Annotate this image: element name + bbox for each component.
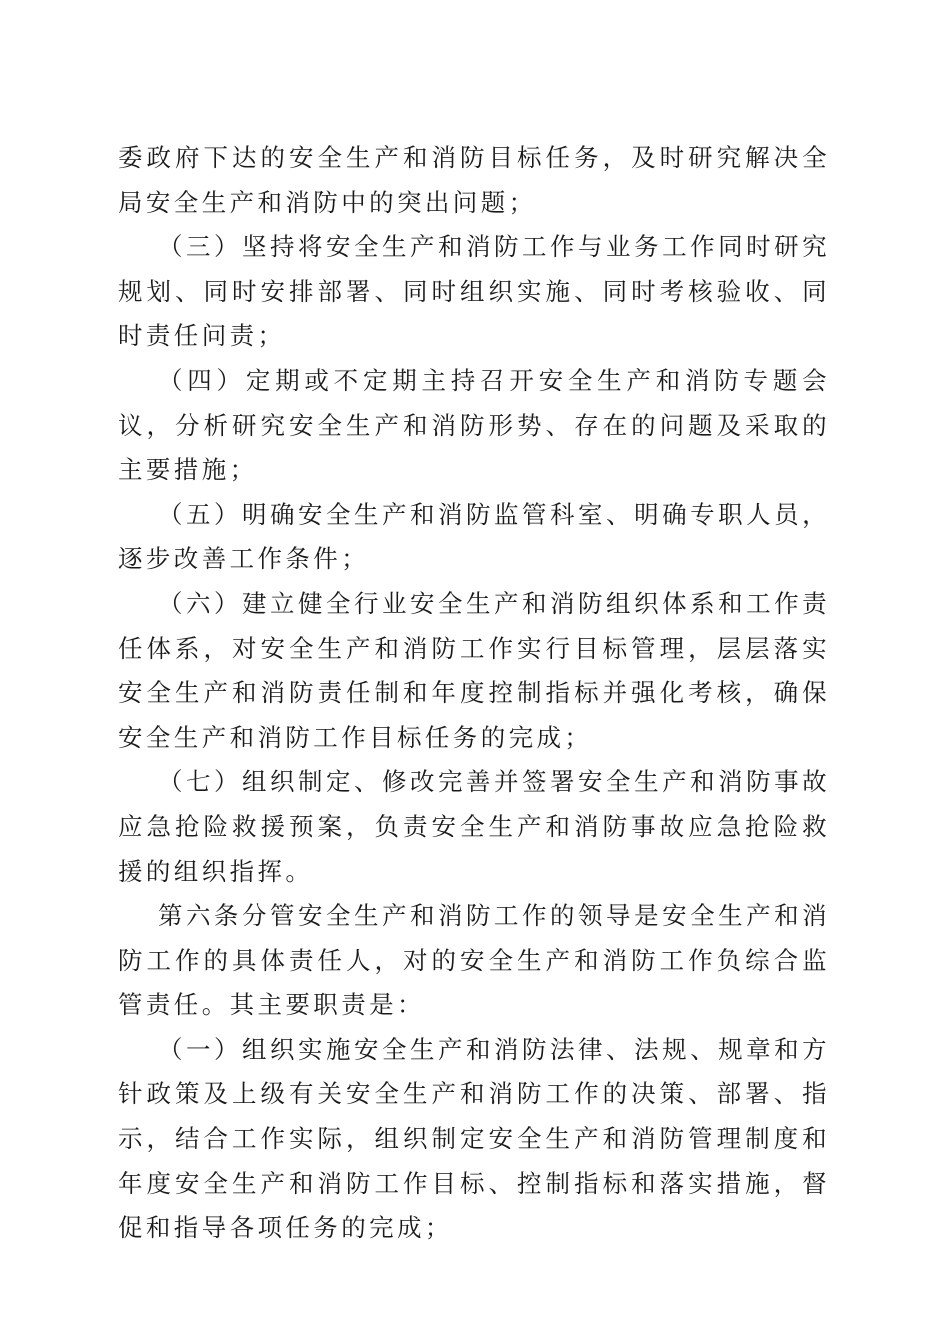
paragraph-item-5: （五）明确安全生产和消防监管科室、明确专职人员，逐步改善工作条件； xyxy=(118,499,830,574)
document-body xyxy=(118,136,830,1251)
paragraph-article-6: 第六条分管安全生产和消防工作的领导是安全生产和消防工作的具体责任人，对的安全生产和消防工作负综合监管责任。其主要职责是： xyxy=(118,901,830,1020)
paragraph-continuation: 委政府下达的安全生产和消防目标任务，及时研究解决全局安全生产和消防中的突出问题； xyxy=(118,143,830,217)
paragraph-item-7: （七）组织制定、修改完善并签署安全生产和消防事故应急抢险救援预案，负责安全生产和消防事故应急抢险救援的组织指挥。 xyxy=(118,767,830,886)
paragraph-item-1: （一）组织实施安全生产和消防法律、法规、规章和方针政策及上级有关安全生产和消防工作的决策、部署、指示，结合工作实际，组织制定安全生产和消防管理制度和年度安全生产和消防工作目标、控制指标和落实措施，督促和指导各项任务的完成； xyxy=(118,1034,830,1243)
paragraph-item-4: （四）定期或不定期主持召开安全生产和消防专题会议，分析研究安全生产和消防形势、存在的问题及采取的主要措施； xyxy=(118,365,830,485)
paragraph-item-3: （三）坚持将安全生产和消防工作与业务工作同时研究规划、同时安排部署、同时组织实施、同时考核验收、同时责任问责； xyxy=(118,232,830,351)
paragraph-item-6: （六）建立健全行业安全生产和消防组织体系和工作责任体系，对安全生产和消防工作实行目标管理，层层落实安全生产和消防责任制和年度控制指标并强化考核，确保安全生产和消防工作目标任务的完成； xyxy=(118,588,830,752)
